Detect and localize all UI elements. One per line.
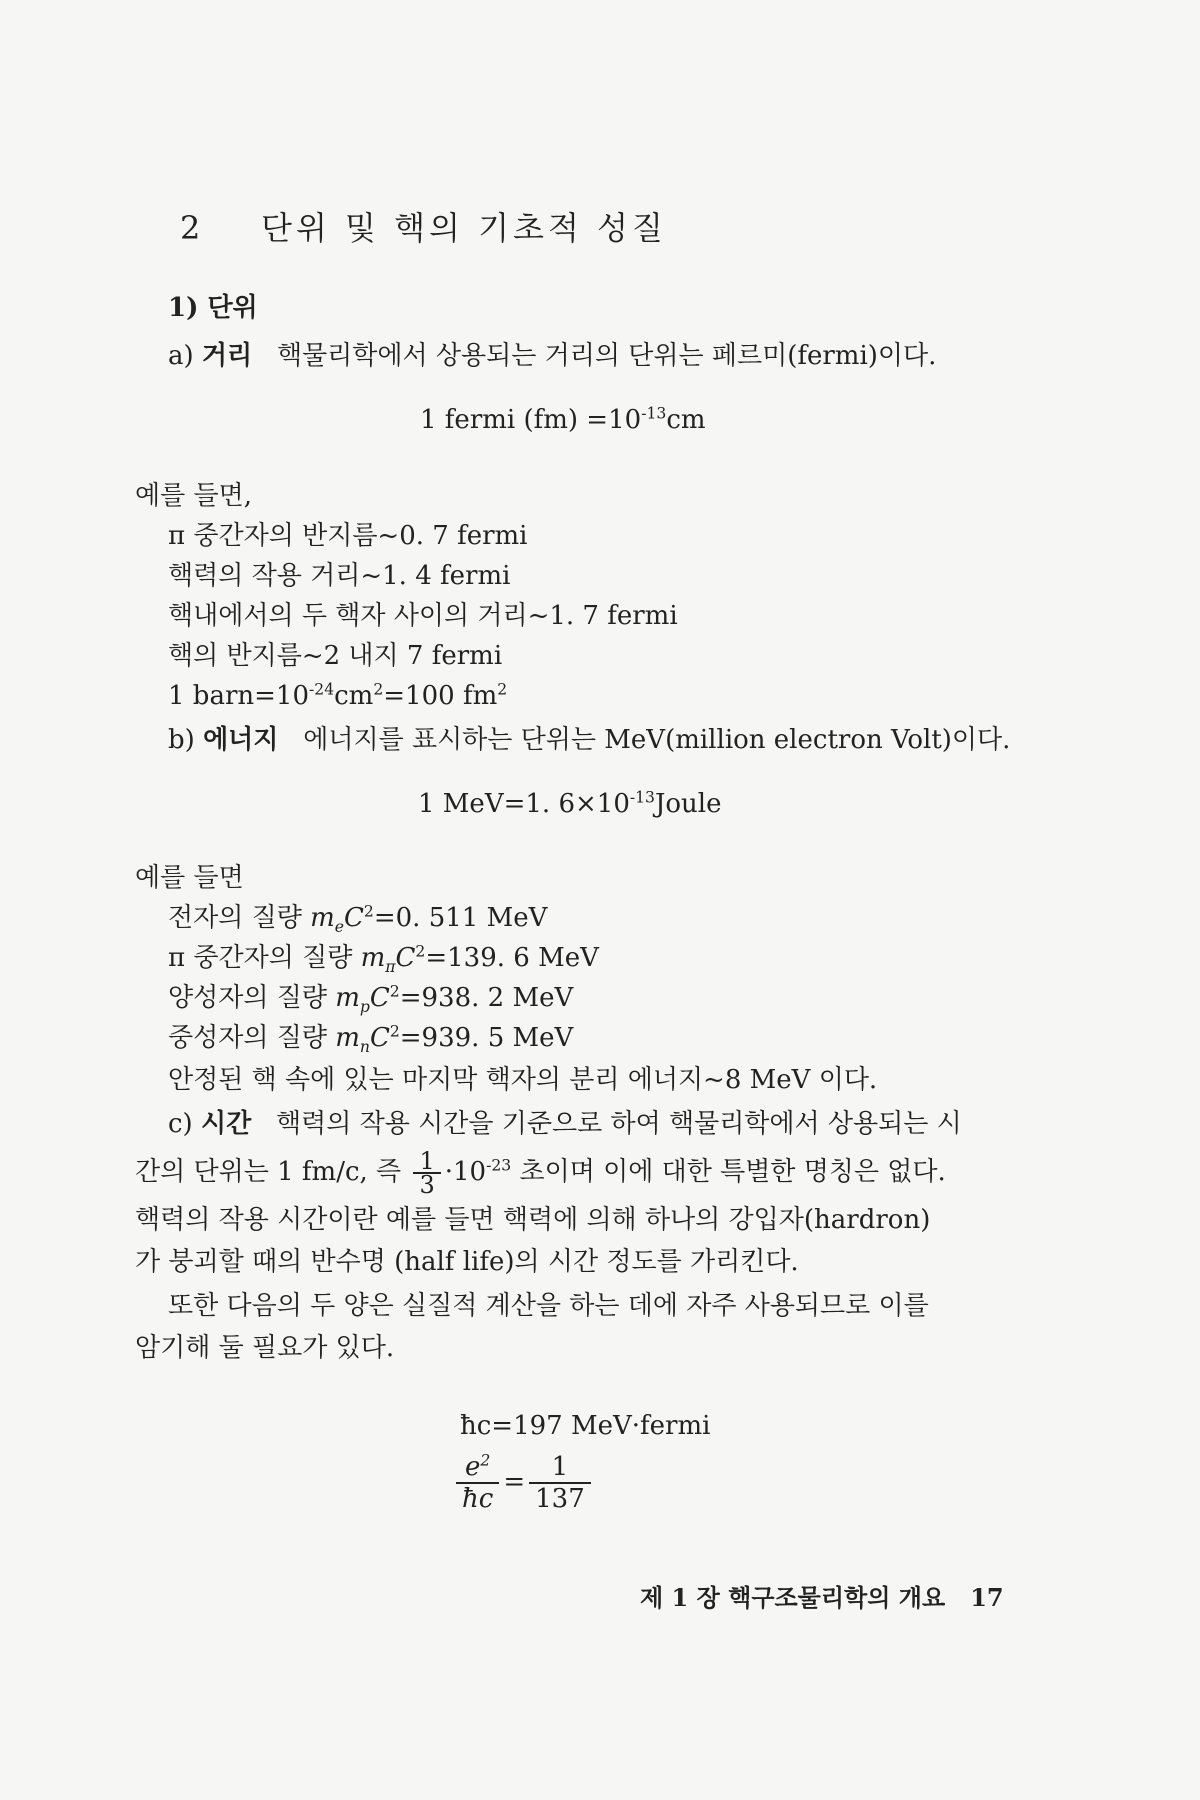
distance-example-intro: 예를 들면, <box>135 481 252 511</box>
mass-subscript: p <box>359 998 370 1017</box>
mass-symbol: m <box>310 903 335 933</box>
mass-label: π 중간자의 질량 <box>168 943 353 973</box>
mev-equation <box>418 786 722 822</box>
energy-paragraph <box>168 722 1010 758</box>
alpha-right-fraction <box>529 1452 591 1514</box>
mass-value: =0. 511 MeV <box>373 903 548 933</box>
section-title: 단위 및 핵의 기초적 성질 <box>261 209 667 247</box>
time-line2-b: ·10 <box>444 1157 487 1187</box>
time-term: 시간 <box>200 1109 252 1139</box>
energy-text: 에너지를 표시하는 단위는 MeV(million electron Volt)이다. <box>303 725 1011 755</box>
alpha-left-fraction <box>456 1452 499 1514</box>
page-number: 17 <box>970 1583 1004 1612</box>
time-line2-a: 간의 단위는 1 fm/c, 즉 <box>135 1157 402 1187</box>
barn-sq: 2 <box>373 680 384 699</box>
barn-definition <box>168 678 507 714</box>
energy-prefix: b) <box>168 725 195 755</box>
time-line4: 가 붕괴할 때의 반수명 (half life)의 시간 정도를 가리킨다. <box>135 1247 799 1277</box>
mass-pion <box>168 940 599 976</box>
subsection-units: 1) 단위 <box>168 293 258 323</box>
section-heading <box>180 210 667 246</box>
barn-sq2: 2 <box>497 680 508 699</box>
alpha-equals: = <box>503 1467 526 1497</box>
footer-chapter: 제 1 장 핵구조물리학의 개요 <box>640 1583 946 1612</box>
fermi-eq-exponent: -13 <box>641 404 667 423</box>
binding-energy: 안정된 핵 속에 있는 마지막 핵자의 분리 에너지~8 MeV 이다. <box>168 1065 878 1095</box>
mass-symbol: m <box>335 983 360 1013</box>
mass-subscript: π <box>385 958 396 977</box>
time-paragraph <box>168 1106 962 1142</box>
section-number: 2 <box>180 209 205 247</box>
fine-structure-equation <box>452 1452 595 1514</box>
mass-neutron <box>168 1020 573 1056</box>
mass-c: C <box>369 1023 390 1053</box>
time-line5: 또한 다음의 두 양은 실질적 계산을 하는 데에 자주 사용되므로 이를 <box>168 1291 929 1321</box>
energy-example-intro: 예를 들면 <box>135 863 244 893</box>
distance-example-2: 핵력의 작용 거리~1. 4 fermi <box>168 561 511 591</box>
time-prefix: c) <box>168 1109 193 1139</box>
time-line2-exp: -23 <box>486 1156 512 1175</box>
fraction-numerator: 1 <box>413 1150 440 1174</box>
distance-term: 거리 <box>201 341 253 371</box>
alpha-numerator <box>456 1452 499 1484</box>
mev-eq-left: 1 MeV=1. 6×10 <box>418 789 630 819</box>
mass-value: =938. 2 MeV <box>399 983 574 1013</box>
mass-sq: 2 <box>415 942 426 961</box>
mass-label: 전자의 질량 <box>168 903 302 933</box>
mass-c: C <box>395 943 416 973</box>
one-third-fraction <box>413 1147 440 1199</box>
distance-example-1: π 중간자의 반지름~0. 7 fermi <box>168 521 528 551</box>
hbar-c-equation: ħc=197 MeV·fermi <box>460 1411 711 1441</box>
mass-value: =939. 5 MeV <box>399 1023 574 1053</box>
time-line1: 핵력의 작용 시간을 기준으로 하여 핵물리학에서 상용되는 시 <box>276 1109 962 1139</box>
mass-label: 중성자의 질량 <box>168 1023 327 1053</box>
distance-paragraph <box>168 338 936 374</box>
mass-subscript: n <box>359 1038 370 1057</box>
fraction-denominator: 3 <box>419 1171 435 1199</box>
mass-sq: 2 <box>389 1022 400 1041</box>
energy-term: 에너지 <box>203 725 279 755</box>
distance-prefix: a) <box>168 341 194 371</box>
distance-text: 핵물리학에서 상용되는 거리의 단위는 페르미(fermi)이다. <box>276 341 937 371</box>
mass-symbol: m <box>360 943 386 973</box>
mass-sq: 2 <box>363 902 374 921</box>
mass-symbol: m <box>335 1023 360 1053</box>
mass-value: =139. 6 MeV <box>425 943 599 973</box>
mass-c: C <box>369 983 390 1013</box>
distance-example-4: 핵의 반지름~2 내지 7 fermi <box>168 641 503 671</box>
time-line6: 암기해 둘 필요가 있다. <box>135 1333 395 1363</box>
mev-eq-exponent: -13 <box>629 788 655 807</box>
alpha-right-numerator: 1 <box>529 1452 591 1484</box>
barn-c: =100 fm <box>383 681 498 711</box>
distance-example-3: 핵내에서의 두 핵자 사이의 거리~1. 7 fermi <box>168 601 678 631</box>
mass-subscript: e <box>334 918 345 937</box>
fermi-eq-left: 1 fermi (fm) =10 <box>420 405 642 435</box>
alpha-e: e <box>465 1452 481 1482</box>
mev-eq-unit: Joule <box>654 789 722 819</box>
mass-electron <box>168 900 547 936</box>
alpha-denominator: ħc <box>462 1484 494 1514</box>
barn-b: cm <box>334 681 374 711</box>
barn-a: 1 barn=10 <box>168 681 309 711</box>
time-line3: 핵력의 작용 시간이란 예를 들면 핵력에 의해 하나의 강입자(hardron) <box>135 1205 931 1235</box>
mass-c: C <box>344 903 364 933</box>
mass-label: 양성자의 질량 <box>168 983 327 1013</box>
mass-sq: 2 <box>389 982 400 1001</box>
fermi-equation <box>420 402 706 438</box>
barn-exp: -24 <box>309 680 335 699</box>
mass-proton <box>168 980 573 1016</box>
fermi-eq-unit: cm <box>666 405 706 435</box>
alpha-sq: 2 <box>480 1451 491 1470</box>
time-line2-c: 초이며 이에 대한 특별한 명칭은 없다. <box>519 1157 946 1187</box>
page-footer <box>640 1580 1004 1616</box>
time-line2 <box>135 1147 946 1199</box>
alpha-right-denominator: 137 <box>535 1484 585 1514</box>
